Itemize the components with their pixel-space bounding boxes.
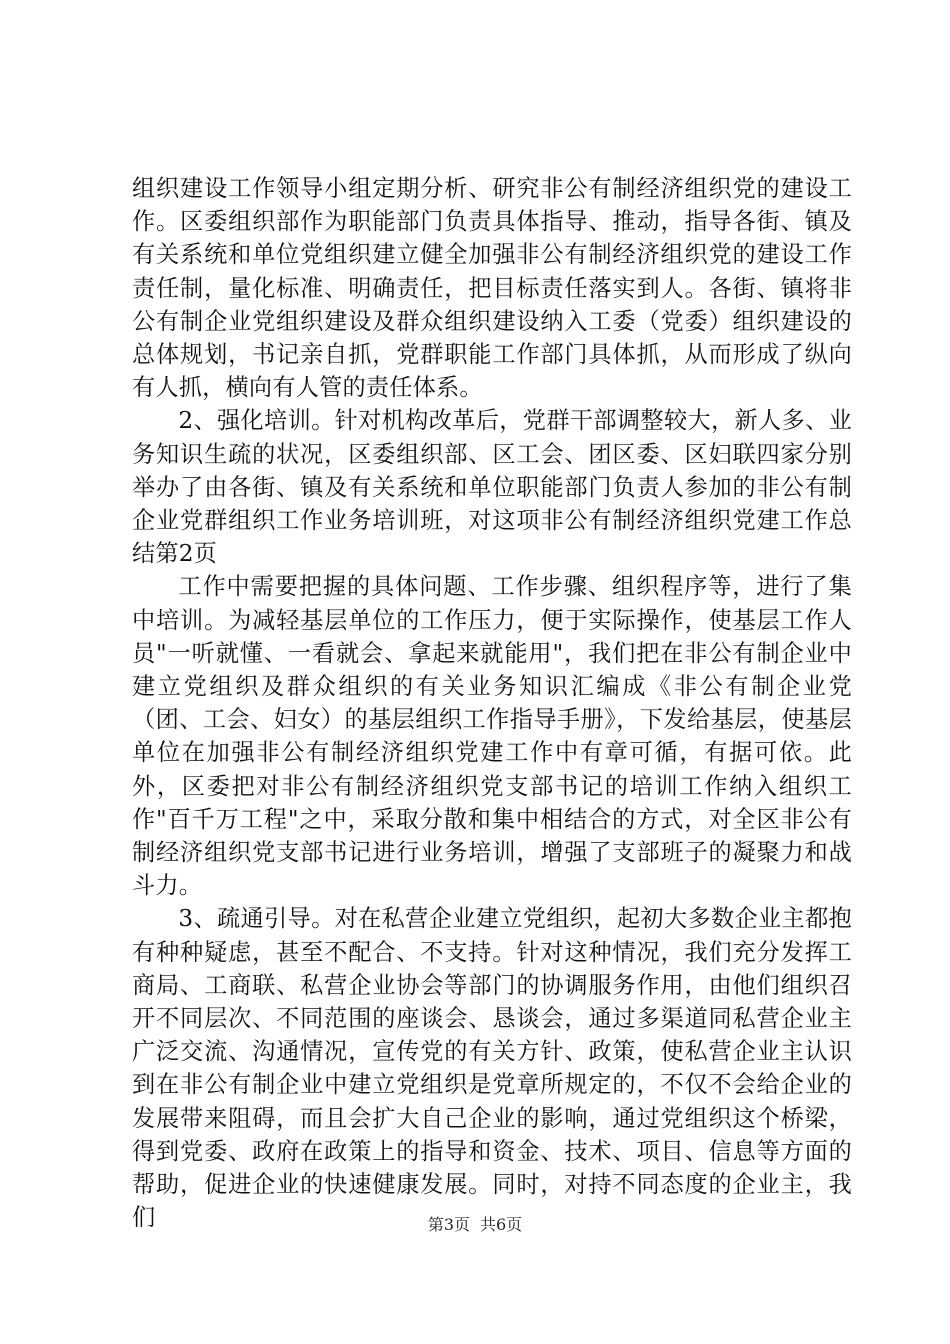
paragraph-1: 组织建设工作领导小组定期分析、研究非公有制经济组织党的建设工作。区委组织部作为职能部门负责具体指导、推动，指导各街、镇及有关系统和单位党组织建立健全加强非公有制经济组织党的建设工作责任制，量化标准、明确责任，把目标责任落实到人。各街、镇将非公有制企业党组织建设及群众组织建设纳入工委（党委）组织建设的总体规划，书记亲自抓，党群职能工作部门具体抓，从而形成了纵向有人抓，横向有人管的责任体系。 bbox=[132, 175, 852, 402]
paragraph-3: 工作中需要把握的具体问题、工作步骤、组织程序等，进行了集中培训。为减轻基层单位的工作压力，便于实际操作，使基层工作人员"一听就懂、一看就会、拿起来就能用"，我们把在非公有制企业中建立党组织及群众组织的有关业务知识汇编成《非公有制企业党（团、工会、妇女）的基层组织工作指导手册》，下发给基层，使基层单位在加强非公有制经济组织党建工作中有章可循，有据可依。此外，区委把对非公有制经济组织党支部书记的培训工作纳入组织工作"百千万工程"之中，采取分散和集中相结合的方式，对全区非公有制经济组织党支部书记进行业务培训，增强了支部班子的凝聚力和战斗力。 bbox=[132, 573, 852, 900]
page-total: 共6页 bbox=[480, 1215, 523, 1234]
page-footer bbox=[0, 1215, 950, 1235]
paragraph-4: 3、疏通引导。对在私营企业建立党组织，起初大多数企业主都抱有种种疑虑，甚至不配合、不支持。针对这种情况，我们充分发挥工商局、工商联、私营企业协会等部门的协调服务作用，由他们组织召开不同层次、不同范围的座谈会、恳谈会，通过多渠道同私营企业主广泛交流、沟通情况，宣传党的有关方针、政策，使私营企业主认识到在非公有制企业中建立党组织是党章所规定的，不仅不会给企业的发展带来阻碍，而且会扩大自己企业的影响，通过党组织这个桥梁，得到党委、政府在政策上的指导和资金、技术、项目、信息等方面的帮助，促进企业的快速健康发展。同时，对持不同态度的企业主，我们 bbox=[132, 905, 852, 1232]
page-number: 第3页 bbox=[427, 1215, 470, 1234]
document-body bbox=[132, 172, 852, 1235]
paragraph-2: 2、强化培训。针对机构改革后，党群干部调整较大，新人多、业务知识生疏的状况，区委组织部、区工会、团区委、区妇联四家分别举办了由各街、镇及有关系统和单位职能部门负责人参加的非公有制企业党群组织工作业务培训班，对这项非公有制经济组织党建工作总结第2页 bbox=[132, 407, 852, 568]
